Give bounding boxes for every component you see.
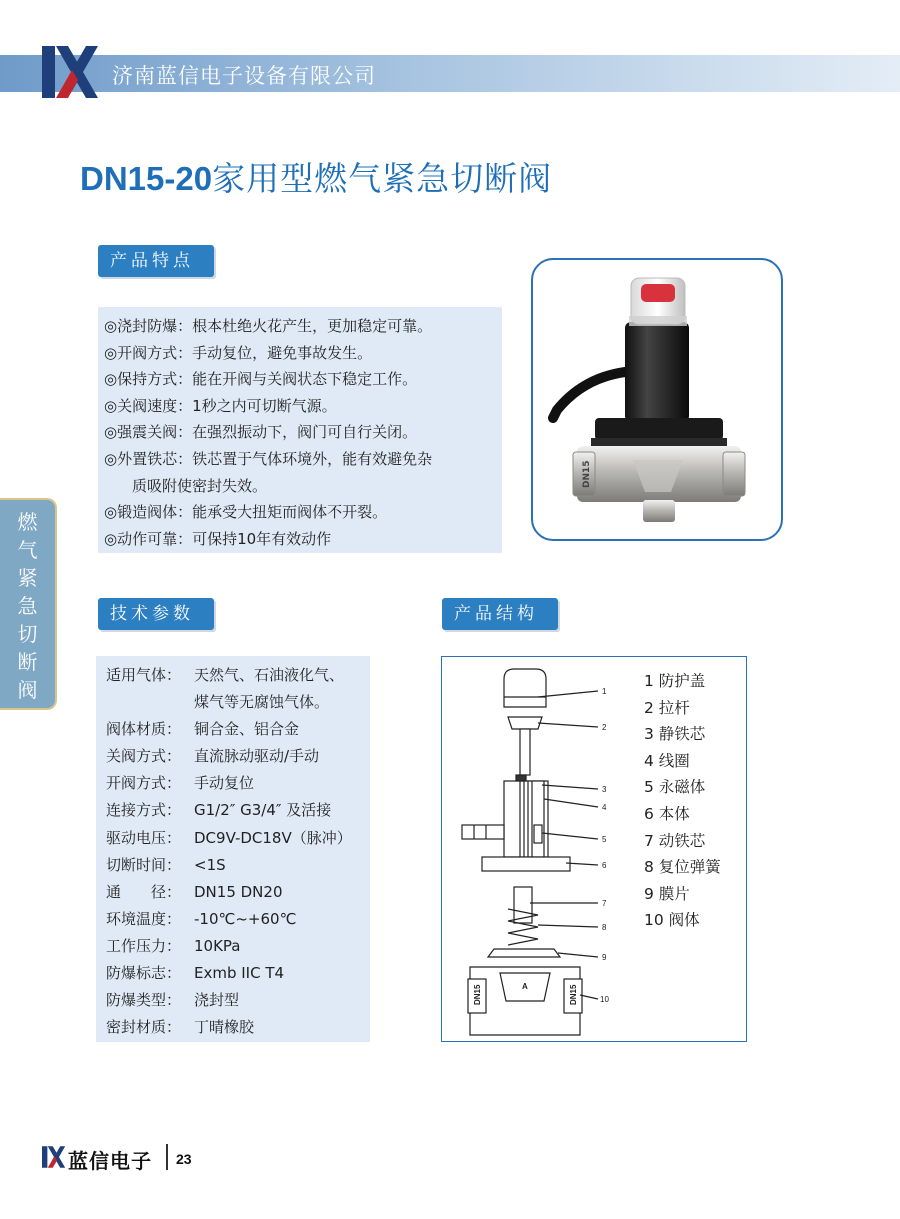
- diagram-label: 9: [602, 953, 607, 962]
- part-item: 8 复位弹簧: [644, 858, 721, 877]
- param-value: DN15 DN20: [194, 882, 283, 901]
- side-tab-char: 阀: [17, 678, 38, 702]
- part-item: 3 静铁芯: [644, 725, 706, 744]
- param-row: [106, 852, 370, 879]
- parts-legend: [644, 668, 721, 934]
- param-label: [106, 689, 194, 716]
- side-tab-char: 切: [17, 622, 38, 646]
- diagram-label: 3: [602, 785, 607, 794]
- param-value: 手动复位: [194, 774, 255, 793]
- param-row: [106, 716, 370, 743]
- param-row: [106, 689, 370, 716]
- diagram-body-text: A: [522, 982, 528, 991]
- part-item: 10 阀体: [644, 911, 700, 930]
- param-value: G1/2″ G3/4″ 及活接: [194, 801, 332, 820]
- side-tab-char: 燃: [17, 510, 38, 534]
- param-value: 浇封型: [194, 991, 240, 1010]
- side-tab-char: 断: [17, 650, 38, 674]
- diagram-label: 8: [602, 923, 607, 932]
- part-item: 1 防护盖: [644, 672, 706, 690]
- param-value: 铜合金、铝合金: [194, 720, 300, 739]
- feature-item: ◎强震关阀：在强烈振动下，阀门可自行关闭。: [104, 423, 418, 442]
- footer-brand: 蓝信电子: [68, 1149, 152, 1173]
- diagram-body-text: DN15: [473, 984, 482, 1005]
- part-item: 2 拉杆: [644, 698, 690, 717]
- param-row: [106, 662, 370, 689]
- diagram-label: 10: [600, 995, 609, 1004]
- param-value: Exmb IIC T4: [194, 964, 285, 983]
- feature-item: ◎动作可靠：可保持10年有效动作: [104, 529, 332, 548]
- company-name: 济南蓝信电子设备有限公司: [112, 64, 376, 88]
- param-row: [106, 987, 370, 1014]
- param-label: 阀体材质：: [106, 720, 182, 739]
- param-label: 防爆类型：: [106, 991, 182, 1010]
- params-table: [96, 656, 370, 1042]
- params-heading: 技术参数: [98, 598, 214, 630]
- part-item: 7 动铁芯: [644, 831, 706, 850]
- page-title: [80, 153, 552, 200]
- product-name: 家用型燃气紧急切断阀: [212, 159, 553, 198]
- diagram-label: 1: [602, 687, 607, 696]
- param-row: [106, 960, 370, 987]
- part-item: 5 永磁体: [644, 778, 706, 797]
- param-label: 驱动电压：: [106, 828, 182, 847]
- param-value: 丁晴橡胶: [194, 1018, 255, 1037]
- product-model: DN15-20: [80, 160, 213, 197]
- feature-item: ◎外置铁芯：铁芯置于气体环境外，能有效避免杂: [104, 449, 433, 468]
- valve-photo-illustration: [533, 260, 783, 541]
- side-tab-text: [0, 508, 55, 704]
- param-row: [106, 1014, 370, 1041]
- param-label: 防爆标志：: [106, 964, 182, 983]
- diagram-label: 4: [602, 803, 607, 812]
- product-photo: [531, 258, 783, 541]
- diagram-body-text: DN15: [569, 984, 578, 1005]
- feature-item: ◎锻造阀体：能承受大扭矩而阀体不开裂。: [104, 503, 388, 522]
- param-row: [106, 770, 370, 797]
- param-label: 适用气体：: [106, 666, 182, 684]
- features-list: [98, 307, 502, 553]
- features-heading: 产品特点: [98, 245, 214, 277]
- part-item: 4 线圈: [644, 751, 690, 770]
- feature-item: ◎保持方式：能在开阀与关阀状态下稳定工作。: [104, 370, 418, 389]
- footer-logo-icon: [42, 1146, 66, 1168]
- param-row: [106, 933, 370, 960]
- side-tab-char: 气: [17, 538, 38, 562]
- photo-body-marking: DN15: [582, 460, 592, 488]
- diagram-label: 6: [602, 861, 607, 870]
- footer-divider: [166, 1144, 168, 1170]
- param-value: 10KPa: [194, 936, 241, 955]
- feature-item: ◎开阀方式：手动复位，避免事故发生。: [104, 343, 373, 362]
- param-value: -10℃~+60℃: [194, 909, 297, 928]
- param-row: [106, 797, 370, 824]
- company-logo-icon: [42, 46, 100, 98]
- param-value: 天然气、石油液化气、: [194, 666, 345, 684]
- structure-heading: 产品结构: [442, 598, 558, 630]
- page-number: 23: [176, 1151, 192, 1167]
- param-label: 通 径：: [106, 882, 182, 901]
- diagram-label: 5: [602, 835, 607, 844]
- param-value: <1S: [194, 855, 226, 874]
- feature-item: ◎关阀速度：1秒之内可切断气源。: [104, 396, 337, 415]
- param-row: [106, 825, 370, 852]
- side-tab-char: 急: [17, 594, 38, 618]
- side-tab-char: 紧: [17, 566, 38, 590]
- param-label: 开阀方式：: [106, 774, 182, 793]
- param-label: 关阀方式：: [106, 747, 182, 766]
- param-label: 切断时间：: [106, 855, 182, 874]
- param-label: 工作压力：: [106, 936, 182, 955]
- feature-item: ◎浇封防爆：根本杜绝火花产生，更加稳定可靠。: [104, 317, 433, 335]
- param-row: [106, 743, 370, 770]
- feature-item: 质吸附使密封失效。: [132, 476, 268, 495]
- part-item: 9 膜片: [644, 884, 690, 903]
- param-label: 环境温度：: [106, 909, 182, 928]
- param-value: 煤气等无腐蚀气体。: [194, 693, 330, 712]
- param-label: 密封材质：: [106, 1018, 182, 1037]
- side-category-tab: [0, 498, 57, 710]
- param-value: 直流脉动驱动/手动: [194, 747, 320, 766]
- param-label: 连接方式：: [106, 801, 182, 820]
- diagram-label: 7: [602, 899, 607, 908]
- diagram-label: 2: [602, 723, 607, 732]
- part-item: 6 本体: [644, 804, 690, 823]
- param-row: [106, 906, 370, 933]
- param-row: [106, 879, 370, 906]
- param-value: DC9V-DC18V（脉冲）: [194, 828, 352, 847]
